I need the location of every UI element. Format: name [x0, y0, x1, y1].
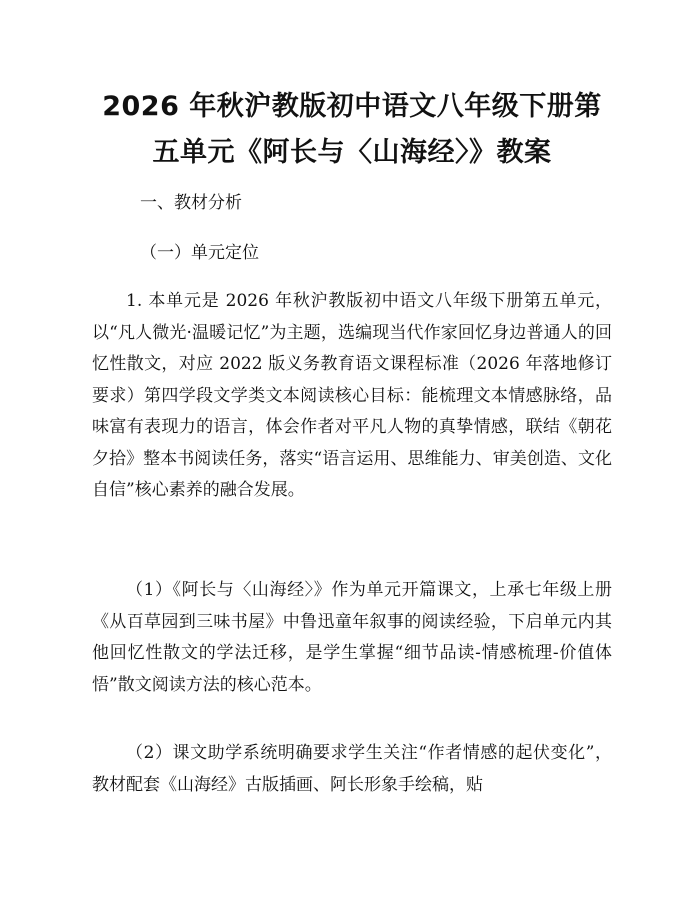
document-title: 2026 年秋沪教版初中语文八年级下册第五单元《阿长与〈山海经〉》教案 — [102, 91, 602, 168]
subsection-heading: （一）单元定位 — [140, 243, 259, 263]
body-paragraph: （1）《阿长与〈山海经〉》作为单元开篇课文，上承七年级上册《从百草园到三味书屋》中鲁迅童年叙事的阅读经验，下启单元内其他回忆性散文的学法迁移，是学生掌握“细节品读-情感梳理-价值体悟”散文阅读方法的核心范本。 — [92, 580, 612, 695]
section-heading: 一、教材分析 — [140, 193, 242, 213]
body-paragraph: 1. 本单元是 2026 年秋沪教版初中语文八年级下册第五单元，以“凡人微光·温暖记忆”为主题，选编现当代作家回忆身边普通人的回忆性散文，对应 2022 版义务教育语文课程标准（2026 年落地修订要求）第四学段文学类文本阅读核心目标：能梳理文本情感脉络，品味富有表现力的语言，体会作者对平凡人物的真挚情感，联结《朝花夕拾》整本书阅读任务，落实“语言运用、思维能力、审美创造、文化自信”核心素养的融合发展。 — [92, 291, 612, 500]
body-paragraph: （2）课文助学系统明确要求学生关注“作者情感的起伏变化”，教材配套《山海经》古版插画、阿长形象手绘稿，贴 — [92, 743, 612, 795]
